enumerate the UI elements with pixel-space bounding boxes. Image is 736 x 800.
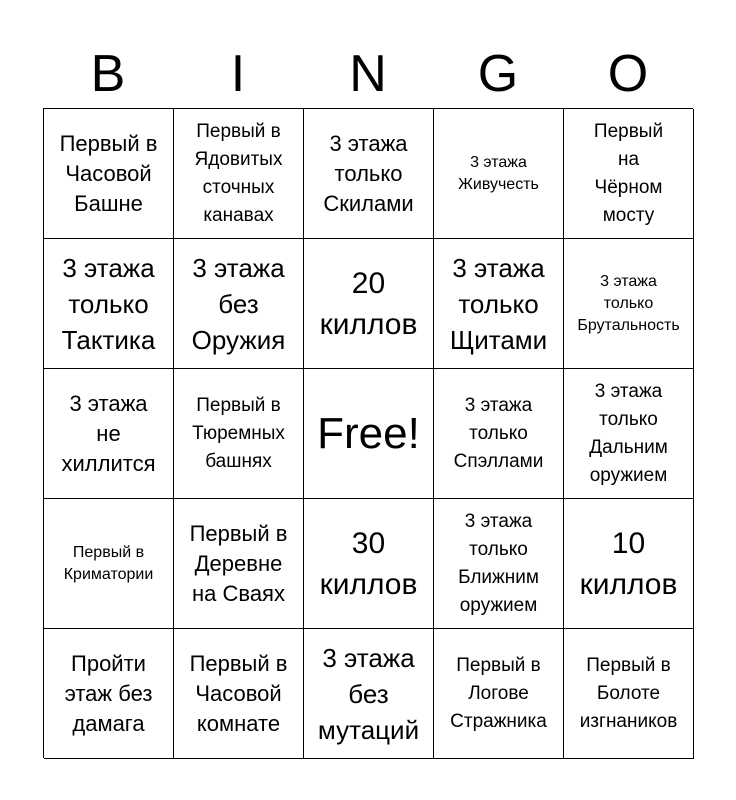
bingo-cell: 3 этажа только Тактика: [44, 239, 174, 369]
bingo-cell: 3 этажа только Ближним оружием: [434, 499, 564, 629]
bingo-cell: 3 этажа только Спэллами: [434, 369, 564, 499]
bingo-cell: Пройти этаж без дамага: [44, 629, 174, 759]
bingo-cell: 3 этажа без мутаций: [304, 629, 434, 759]
bingo-cell: 3 этажа только Дальним оружием: [564, 369, 694, 499]
bingo-cell: Первый на Чёрном мосту: [564, 109, 694, 239]
header-letter-n: N: [349, 45, 387, 103]
bingo-cell: Первый в Тюремных башнях: [174, 369, 304, 499]
bingo-cell: Первый в Деревне на Сваях: [174, 499, 304, 629]
header-letter-i: I: [230, 45, 246, 103]
bingo-cell: Первый в Ядовитых сточных канавах: [174, 109, 304, 239]
bingo-cell: 3 этажа только Скилами: [304, 109, 434, 239]
bingo-cell: 3 этажа без Оружия: [174, 239, 304, 369]
bingo-cell: 10 киллов: [564, 499, 694, 629]
header-letter-g: G: [477, 45, 519, 103]
bingo-cell: 3 этажа только Брутальность: [564, 239, 694, 369]
bingo-cell: Первый в Логове Стражника: [434, 629, 564, 759]
bingo-cell: Первый в Болоте изгнаников: [564, 629, 694, 759]
free-cell: Free!: [304, 369, 434, 499]
bingo-header: [43, 40, 693, 108]
bingo-cell: 20 киллов: [304, 239, 434, 369]
bingo-cell: Первый в Часовой комнате: [174, 629, 304, 759]
bingo-grid: [43, 108, 693, 758]
header-letter-b: B: [90, 45, 126, 103]
bingo-cell: Первый в Криматории: [44, 499, 174, 629]
bingo-cell: 3 этажа Живучесть: [434, 109, 564, 239]
header-letter-o: O: [607, 45, 649, 103]
bingo-cell: Первый в Часовой Башне: [44, 109, 174, 239]
bingo-cell: 30 киллов: [304, 499, 434, 629]
bingo-cell: 3 этажа не хиллится: [44, 369, 174, 499]
bingo-cell: 3 этажа только Щитами: [434, 239, 564, 369]
